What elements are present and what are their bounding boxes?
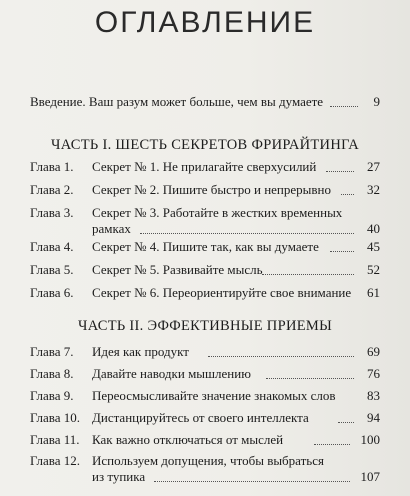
chapter-label: Глава 1.: [30, 159, 74, 174]
toc-entry-text: Как важно отключаться от мыслей: [92, 432, 284, 447]
chapter-label: Глава 4.: [30, 239, 74, 254]
dot-leader: [262, 274, 354, 275]
toc-entry-chapter-5: [30, 262, 380, 278]
toc-entry-chapter-6: [30, 285, 380, 301]
toc-entry-intro: [30, 94, 380, 110]
chapter-label: Глава 9.: [30, 388, 74, 403]
dot-leader: [330, 106, 358, 107]
dot-leader: [330, 251, 354, 252]
dot-leader: [326, 171, 354, 172]
toc-entry-text-continued: из тупика: [92, 469, 146, 484]
toc-page-number: 27: [367, 159, 380, 174]
toc-entry-text: Переосмысливайте значение знакомых слов: [92, 388, 336, 403]
chapter-label: Глава 12.: [30, 453, 81, 468]
toc-entry-chapter-2: [30, 182, 380, 198]
toc-entry-text: Давайте наводки мышлению: [92, 366, 251, 381]
page-title: ОГЛАВЛЕНИЕ: [94, 6, 316, 39]
toc-page-number: 94: [367, 410, 380, 425]
toc-entry-chapter-8: [30, 366, 380, 382]
toc-entry-chapter-1: [30, 159, 380, 175]
chapter-label: Глава 2.: [30, 182, 74, 197]
toc-page-number: 32: [367, 182, 380, 197]
toc-page-number: 100: [360, 432, 380, 447]
chapter-label: Глава 6.: [30, 285, 74, 300]
dot-leader: [154, 481, 350, 482]
toc-entry-text: Используем допущения, чтобы выбраться: [92, 453, 324, 468]
toc-entry-text: Секрет № 1. Не прилагайте сверхусилий: [92, 159, 317, 174]
dot-leader: [314, 444, 350, 445]
dot-leader: [341, 194, 354, 195]
toc-entry-text: Введение. Ваш разум может больше, чем вы думаете: [30, 94, 324, 109]
dot-leader: [208, 356, 354, 357]
toc-entry-text-continued: рамках: [92, 221, 131, 236]
dot-leader: [338, 422, 354, 423]
chapter-label: Глава 10.: [30, 410, 81, 425]
toc-entry-chapter-3: [30, 205, 380, 237]
toc-page-number: 69: [367, 344, 380, 359]
toc-entry-text: Секрет № 2. Пишите быстро и непрерывно: [92, 182, 331, 197]
toc-page-number: 45: [367, 239, 380, 254]
part-heading-2: ЧАСТЬ II. ЭФФЕКТИВНЫЕ ПРИЕМЫ: [77, 318, 333, 334]
toc-page-number: 76: [367, 366, 380, 381]
toc-entry-text: Идея как продукт: [92, 344, 189, 359]
dot-leader: [140, 233, 354, 234]
toc-entry-chapter-11: [30, 432, 380, 448]
dot-leader: [266, 378, 354, 379]
toc-entry-text: Секрет № 6. Переориентируйте свое внимание: [92, 285, 352, 300]
toc-entry-chapter-7: [30, 344, 380, 360]
toc-page-number: 61: [367, 285, 380, 300]
chapter-label: Глава 7.: [30, 344, 74, 359]
toc-page-number: 83: [367, 388, 380, 403]
toc-entry-text: Секрет № 3. Работайте в жестких временных: [92, 205, 343, 220]
toc-entry-chapter-4: [30, 239, 380, 255]
toc-page-number: 40: [367, 221, 380, 236]
toc-entry-chapter-12: [30, 453, 380, 485]
toc-page-number: 52: [367, 262, 380, 277]
toc-page-number: 107: [360, 469, 380, 484]
part-heading-1: ЧАСТЬ I. ШЕСТЬ СЕКРЕТОВ ФРИРАЙТИНГА: [51, 137, 359, 153]
toc-page-number: 9: [373, 94, 380, 109]
chapter-label: Глава 8.: [30, 366, 74, 381]
toc-entry-text: Секрет № 5. Развивайте мысль: [92, 262, 263, 277]
toc-entry-text: Дистанцируйтесь от своего интеллекта: [92, 410, 309, 425]
toc-entry-chapter-9: [30, 388, 380, 404]
chapter-label: Глава 5.: [30, 262, 74, 277]
chapter-label: Глава 3.: [30, 205, 74, 220]
chapter-label: Глава 11.: [30, 432, 80, 447]
toc-entry-chapter-10: [30, 410, 380, 426]
toc-entry-text: Секрет № 4. Пишите так, как вы думаете: [92, 239, 319, 254]
